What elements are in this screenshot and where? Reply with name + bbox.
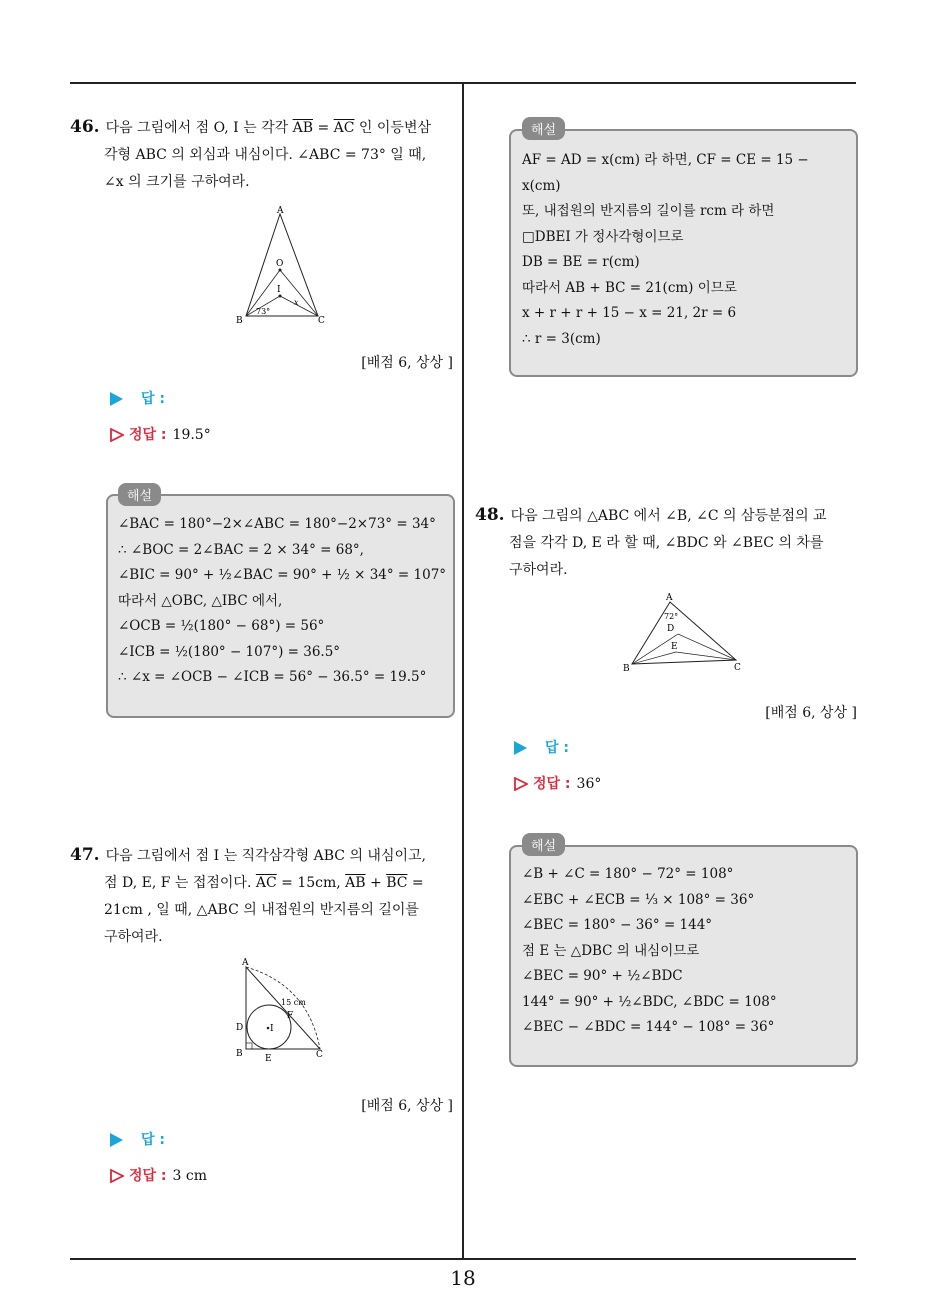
solution-line: ∠EBC + ∠ECB = ⅓ × 108° = 36° [522,891,755,908]
equals: = [313,120,334,136]
solution-line: ∴ ∠x = ∠OCB − ∠ICB = 56° − 36.5° = 19.5° [118,669,427,685]
correct-label: 정답 : [129,1168,167,1184]
question-text: 구하여라. [104,929,163,945]
solution-line: □DBEI 가 정사각형이므로 [522,228,684,245]
solution-line: ∴ r = 3(cm) [522,330,601,347]
solution-line: 144° = 90° + ½∠BDC, ∠BDC = 108° [522,993,777,1010]
question-number: 46. [70,117,100,137]
solution-line: ∠B + ∠C = 180° − 72° = 108° [522,866,734,882]
solution-line: ∠BAC = 180°−2×∠ABC = 180°−2×73° = 34° [118,516,436,532]
label-a: A [242,958,249,968]
label-b: B [236,1049,243,1059]
label-i: I [277,285,281,295]
question-text: 구하여라. [509,562,568,578]
correct-value: 36° [576,776,602,792]
question-number: 47. [70,845,100,865]
question-number: 48. [475,505,505,525]
solution-tag: 해설 [118,483,161,506]
label-e: E [671,642,678,652]
label-length: 15 cm [281,998,306,1007]
label-o: O [276,259,284,269]
outline-triangle-icon [110,1169,124,1183]
correct-label: 정답 : [533,776,571,792]
question-text: 21cm , 일 때, △ABC 의 내접원의 반지름의 길이를 [104,902,419,918]
question-text: = [407,875,424,891]
segment-bc: $\overline{BC}$ [386,875,408,891]
solution-line: 점 E 는 △DBC 의 내심이므로 [522,942,700,959]
question-47 [70,842,455,951]
solution-46 [118,512,448,691]
solution-line: 또, 내접원의 반지름의 길이를 rcm 라 하면 [522,203,775,219]
question-text: 다음 그림에서 점 I 는 직각삼각형 ABC 의 내심이고, [105,848,426,864]
correct-answer-47 [110,1165,207,1185]
score-47: [배점 6, 상상 ] [361,1098,453,1114]
plus: + [365,875,387,891]
label-a: A [277,206,284,216]
solution-tag: 해설 [522,833,565,856]
segment-ab: $\overline{AB}$ [345,875,366,891]
solution-line: ∠ICB = ½(180° − 107°) = 36.5° [118,643,341,660]
outline-triangle-icon [110,428,124,442]
label-b: B [623,664,630,674]
play-icon [110,392,123,406]
question-text: 점을 각각 D, E 라 할 때, ∠BDC 와 ∠BEC 의 차를 [509,535,824,551]
label-angle: 72° [664,612,679,621]
solution-line: x + r + r + 15 − x = 21, 2r = 6 [522,305,737,321]
segment-ac: $\overline{AC}$ [255,875,277,891]
answer-label: 답 : [545,740,569,756]
question-text: 각형 ABC 의 외심과 내심이다. ∠ABC = 73° 일 때, [104,147,427,163]
figure-46 [232,204,332,328]
solution-line: x(cm) [522,177,561,194]
answer-46[interactable] [110,388,165,408]
correct-value: 3 cm [172,1168,208,1184]
label-e: E [265,1054,272,1064]
answer-label: 답 : [141,391,165,407]
question-46 [70,114,455,196]
page-number: 18 [450,1266,476,1290]
question-text: 인 이등변삼 [354,120,432,136]
play-icon [514,741,527,755]
solution-line: ∠BEC − ∠BDC = 144° − 108° = 36° [522,1019,775,1035]
solution-line: ∠BEC = 90° + ½∠BDC [522,968,683,984]
label-i: I [270,1024,274,1034]
answer-48[interactable] [514,737,569,757]
score-46: [배점 6, 상상 ] [361,355,453,371]
solution-line: ∠OCB = ½(180° − 68°) = 56° [118,618,325,634]
solution-line: ∴ ∠BOC = 2∠BAC = 2 × 34° = 68°, [118,541,364,558]
question-text: 다음 그림에서 점 O, I 는 각각 [105,120,293,136]
correct-answer-48 [514,773,601,793]
question-text: = 15cm, [276,875,346,891]
question-text: 점 D, E, F 는 접점이다. [104,875,256,891]
question-48 [475,502,860,584]
solution-line: DB = BE = r(cm) [522,254,640,270]
label-c: C [318,316,325,326]
answer-label: 답 : [141,1132,165,1148]
question-text: ∠x 의 크기를 구하여라. [104,174,250,190]
label-d: D [236,1023,244,1033]
score-48: [배점 6, 상상 ] [765,705,857,721]
question-text: 다음 그림의 △ABC 에서 ∠B, ∠C 의 삼등분점의 교 [510,508,827,524]
correct-label: 정답 : [129,427,167,443]
label-c: C [734,663,741,673]
answer-47[interactable] [110,1129,165,1149]
bottom-rule [70,1258,856,1260]
label-angle: 73° [256,307,271,316]
figure-48 [620,590,750,675]
label-f: F [287,1011,294,1021]
label-a: A [666,593,673,603]
solution-47 [522,148,847,352]
segment-ab: $\overline{AB}$ [292,120,314,136]
play-icon [110,1133,123,1147]
column-divider [462,83,464,1258]
solution-tag: 해설 [522,117,565,140]
segment-ac: $\overline{AC}$ [333,120,355,136]
solution-line: ∠BIC = 90° + ½∠BAC = 90° + ½ × 34° = 107° [118,567,447,583]
label-d: D [667,624,675,634]
correct-value: 19.5° [172,427,211,443]
label-b: B [236,316,243,326]
solution-line: 따라서 △OBC, △IBC 에서, [118,592,283,609]
label-c: C [316,1050,323,1060]
outline-triangle-icon [514,777,528,791]
solution-line: ∠BEC = 180° − 36° = 144° [522,917,713,933]
solution-line: 따라서 AB + BC = 21(cm) 이므로 [522,279,737,296]
label-x: x [294,298,299,307]
solution-48 [522,862,847,1041]
solution-line: AF = AD = x(cm) 라 하면, CF = CE = 15 − [522,152,809,168]
correct-answer-46 [110,424,211,444]
figure-47 [230,955,330,1065]
